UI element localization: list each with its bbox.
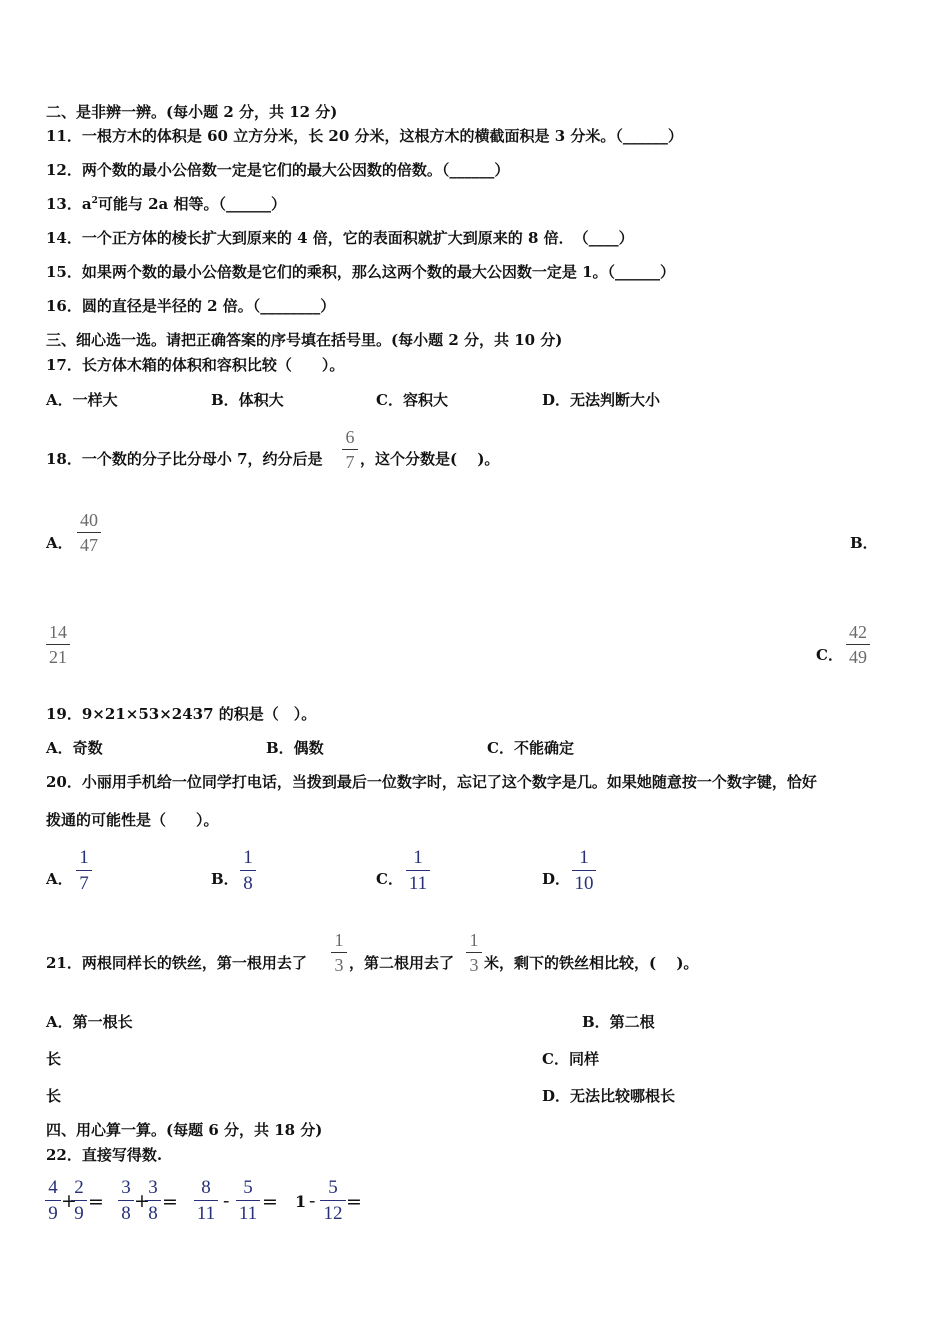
q22-expr2-fraction-2 <box>145 1178 161 1223</box>
fraction-numerator: 5 <box>243 1177 253 1198</box>
q18-option-c-fraction <box>846 623 870 666</box>
fraction-bar <box>342 449 358 450</box>
q13-exponent: 2 <box>91 196 98 206</box>
fraction-bar <box>846 644 870 645</box>
fraction-denominator: 21 <box>49 647 67 667</box>
fraction-denominator: 7 <box>345 452 355 472</box>
q21-option-d: D．无法比较哪根长 <box>542 1087 676 1105</box>
fraction-bar <box>320 1200 346 1201</box>
q20-option-b-label: B． <box>211 870 239 888</box>
q20-option-c-fraction <box>406 848 430 893</box>
fraction-bar <box>71 1200 87 1201</box>
fraction-denominator: 49 <box>849 647 867 667</box>
fraction-denominator: 7 <box>79 873 89 894</box>
fraction-bar <box>240 870 256 871</box>
fraction-numerator: 3 <box>121 1177 131 1198</box>
q22-expr4-leading-number: 1 <box>295 1192 307 1211</box>
fraction-bar <box>76 870 92 871</box>
q22-expr3-fraction-1 <box>194 1178 218 1223</box>
q13-suffix: 可能与 2a 相等。（______） <box>97 195 286 213</box>
q18-option-b-fraction <box>46 623 70 666</box>
q19-option-c: C．不能确定 <box>487 739 574 757</box>
q18-option-a-label: A． <box>46 534 73 552</box>
fraction-bar <box>46 644 70 645</box>
section-4-heading: 四、用心算一算。(每题 6 分，共 18 分) <box>46 1121 323 1139</box>
section-3-heading: 三、细心选一选。请把正确答案的序号填在括号里。(每小题 2 分，共 10 分) <box>46 331 563 349</box>
question-19-stem: 19．9×21×53×2437 的积是（ ）。 <box>46 705 317 723</box>
fraction-numerator: 5 <box>328 1177 338 1198</box>
q21-option-c-continued: 长 <box>46 1087 62 1105</box>
fraction-numerator: 3 <box>148 1177 158 1198</box>
fraction-numerator: 6 <box>345 427 355 447</box>
fraction-numerator: 1 <box>243 847 253 868</box>
fraction-denominator: 10 <box>574 873 594 894</box>
q21-option-b: B．第二根 <box>582 1013 655 1031</box>
fraction-bar <box>77 532 101 533</box>
q20-option-c-label: C． <box>376 870 403 888</box>
q22-expr2-equals: = <box>162 1191 178 1213</box>
fraction-bar <box>572 870 596 871</box>
q21-option-b-continued: 长 <box>46 1050 62 1068</box>
q22-expr1-operator: + <box>61 1190 77 1212</box>
fraction-bar <box>118 1200 134 1201</box>
q22-expr4-fraction <box>320 1178 346 1223</box>
question-21-stem-middle: ，第二根用去了 <box>349 954 455 972</box>
q21-option-c: C．同样 <box>542 1050 599 1068</box>
fraction-denominator: 3 <box>334 955 344 975</box>
fraction-numerator: 2 <box>74 1177 84 1198</box>
question-17-stem: 17．长方体木箱的体积和容积比较（ ）。 <box>46 356 345 374</box>
q21-option-a: A．第一根长 <box>46 1013 133 1031</box>
fraction-denominator: 47 <box>80 535 98 555</box>
question-22-stem: 22．直接写得数. <box>46 1146 163 1164</box>
q21-stem-fraction-1 <box>331 931 347 974</box>
q18-stem-fraction <box>342 428 358 471</box>
q20-option-b-fraction <box>240 848 256 893</box>
fraction-bar <box>331 952 347 953</box>
fraction-numerator: 8 <box>201 1177 211 1198</box>
fraction-denominator: 11 <box>196 1203 216 1224</box>
fraction-denominator: 8 <box>148 1203 158 1224</box>
q17-option-c: C．容积大 <box>376 391 448 409</box>
q18-option-a-fraction <box>77 511 101 554</box>
fraction-bar <box>145 1200 161 1201</box>
fraction-numerator: 4 <box>48 1177 58 1198</box>
q17-option-b: B．体积大 <box>211 391 284 409</box>
fraction-bar <box>194 1200 218 1201</box>
q22-expr1-fraction-2 <box>71 1178 87 1223</box>
fraction-denominator: 11 <box>408 873 428 894</box>
fraction-bar <box>45 1200 61 1201</box>
fraction-numerator: 14 <box>49 622 67 642</box>
q19-option-a: A．奇数 <box>46 739 103 757</box>
q17-option-a: A．一样大 <box>46 391 118 409</box>
question-13 <box>46 197 286 212</box>
fraction-denominator: 11 <box>238 1203 258 1224</box>
q20-option-d-fraction <box>572 848 596 893</box>
fraction-numerator: 40 <box>80 510 98 530</box>
question-20-stem-line-2: 拨通的可能性是（ ）。 <box>46 811 219 829</box>
question-11: 11．一根方木的体积是 60 立方分米，长 20 分米，这根方木的横截面积是 3 分米。（______） <box>46 127 683 145</box>
q22-expr1-equals: = <box>88 1191 104 1213</box>
q13-prefix: 13．a <box>46 195 92 213</box>
fraction-bar <box>236 1200 260 1201</box>
fraction-bar <box>406 870 430 871</box>
fraction-denominator: 8 <box>243 873 253 894</box>
question-12: 12．两个数的最小公倍数一定是它们的最大公因数的倍数。（______） <box>46 161 510 179</box>
q18-option-b-label: B． <box>850 534 878 552</box>
fraction-denominator: 8 <box>121 1203 131 1224</box>
q22-expr3-equals: = <box>262 1191 278 1213</box>
fraction-numerator: 42 <box>849 622 867 642</box>
fraction-numerator: 1 <box>469 930 479 950</box>
q22-expr3-operator: - <box>223 1190 230 1212</box>
q20-option-a-fraction <box>76 848 92 893</box>
question-21-stem-start: 21．两根同样长的铁丝，第一根用去了 <box>46 954 307 972</box>
fraction-numerator: 1 <box>413 847 423 868</box>
q18-option-c-label: C． <box>816 646 843 664</box>
q22-expr1-fraction-1 <box>45 1178 61 1223</box>
question-20-stem-line-1: 20．小丽用手机给一位同学打电话，当拨到最后一位数字时，忘记了这个数字是几。如果她随意按一个数字键，恰好 <box>46 773 817 791</box>
q22-expr2-fraction-1 <box>118 1178 134 1223</box>
fraction-denominator: 12 <box>323 1203 343 1224</box>
q21-stem-fraction-2 <box>466 931 482 974</box>
fraction-bar <box>466 952 482 953</box>
fraction-numerator: 1 <box>79 847 89 868</box>
q22-expr4-operator: - <box>309 1190 316 1212</box>
q20-option-d-label: D． <box>542 870 571 888</box>
q17-option-d: D．无法判断大小 <box>542 391 661 409</box>
question-14: 14．一个正方体的棱长扩大到原来的 4 倍，它的表面积就扩大到原来的 8 倍． （____） <box>46 229 634 247</box>
q22-expr2-operator: + <box>134 1190 150 1212</box>
q19-option-b: B．偶数 <box>266 739 324 757</box>
section-2-heading: 二、是非辨一辨。(每小题 2 分，共 12 分) <box>46 103 338 121</box>
q20-option-a-label: A． <box>46 870 73 888</box>
fraction-denominator: 9 <box>74 1203 84 1224</box>
q22-expr3-fraction-2 <box>236 1178 260 1223</box>
question-18-stem-end: ，这个分数是( )。 <box>360 450 500 468</box>
question-18-stem-start: 18．一个数的分子比分母小 7，约分后是 <box>46 450 323 468</box>
question-21-stem-end: 米，剩下的铁丝相比较，( )。 <box>484 954 699 972</box>
fraction-denominator: 3 <box>469 955 479 975</box>
q22-expr4-equals: = <box>346 1191 362 1213</box>
question-16: 16．圆的直径是半径的 2 倍。（________） <box>46 297 336 315</box>
fraction-numerator: 1 <box>334 930 344 950</box>
fraction-denominator: 9 <box>48 1203 58 1224</box>
fraction-numerator: 1 <box>579 847 589 868</box>
question-15: 15．如果两个数的最小公倍数是它们的乘积，那么这两个数的最大公因数一定是 1。（______） <box>46 263 676 281</box>
